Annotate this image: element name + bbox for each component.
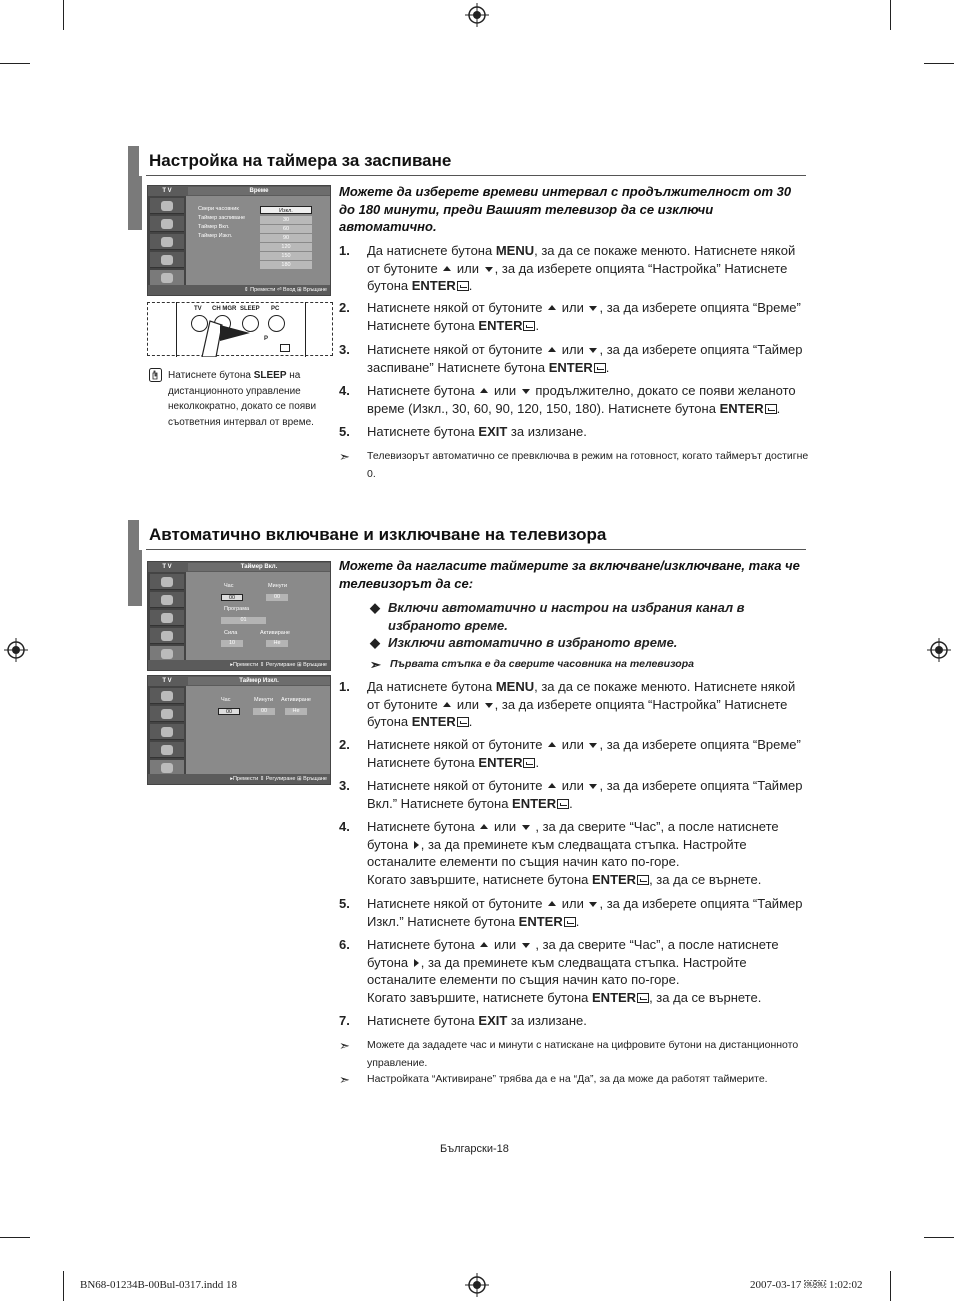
remote-label-pc: PC <box>271 306 280 312</box>
step-text: Натиснете бутона или , за да сверите “Час”, а после натиснете бутона , за да преминете към следващата стъпка. Настройте останалите елементи по същия начин като по-горе. Когато завършите, натиснете бутона ENTER , за да се върнете. <box>367 937 779 1005</box>
minute-field[interactable]: 00 <box>266 594 288 601</box>
arrow-icon: ➣ <box>339 1072 350 1087</box>
step-number: 7. <box>339 1013 350 1028</box>
step-item <box>339 678 809 731</box>
bullet-item: ◆ Включи автоматично и настрои на избрания канал в избраното време. <box>370 600 745 633</box>
tv-menu-timer-on <box>147 561 331 671</box>
registration-mark-icon <box>4 638 28 662</box>
menu-row: Таймер Вкл. <box>198 224 230 230</box>
step-item <box>339 341 809 376</box>
remote-illustration <box>147 302 333 356</box>
activate-field[interactable]: Не <box>285 708 307 715</box>
note: ➣ Можете да зададете час и минути с натискане на цифровите бутони на дистанционното управление. <box>339 1038 799 1069</box>
section-title: Автоматично включване и изключване на телевизора <box>149 525 607 544</box>
menu-footer: ⇕ Премести ⏎ Вход ⊞ Връщане <box>148 285 330 295</box>
step-text: Натиснете бутона или , за да сверите “Час”, а после натиснете бутона , за да преминете към следващата стъпка. Настройте останалите елементи по същия начин като по-горе. Когато завършите, натиснете бутона ENTER , за да се върнете. <box>367 819 779 887</box>
tv-label: T V <box>162 678 172 684</box>
step-item <box>339 1012 809 1030</box>
setup-icon <box>150 628 184 644</box>
section-bar-gap <box>139 520 142 550</box>
sleep-option[interactable]: 120 <box>260 243 312 251</box>
activate-field[interactable]: Не <box>266 640 288 647</box>
menu-row: Таймер Изкл. <box>198 233 233 239</box>
section-intro: Можете да нагласите таймерите за включване/изключване, така че телевизорът да се: <box>339 558 800 591</box>
sound-icon <box>150 592 184 608</box>
remote-label-p: P <box>264 336 269 342</box>
registration-mark-icon <box>465 3 489 27</box>
registration-mark-icon <box>465 1273 489 1297</box>
remote-label-sleep: SLEEP <box>240 306 260 312</box>
footer-file: BN68-01234B-00Bul-0317.indd 18 <box>80 1279 238 1291</box>
step-item <box>339 736 809 771</box>
step-text: Натиснете някой от бутоните или , за да изберете опцията “Таймер заспиване” Натиснете бутона ENTER . <box>367 342 803 375</box>
volume-label: Сила <box>224 630 238 636</box>
sleep-option[interactable]: 60 <box>260 225 312 233</box>
remote-label-tv: TV <box>194 306 202 312</box>
tv-menu-timer-off <box>147 675 331 785</box>
crop-mark <box>890 1271 891 1301</box>
step-text: Натиснете бутона EXIT за излизане. <box>367 424 587 439</box>
picture-icon <box>150 688 184 704</box>
menu-footer: ▸Премести ⇕ Регулиране ⊞ Връщане <box>148 774 330 784</box>
bullet-note: ➣ Първата стъпка е да сверите часовника на телевизора <box>370 657 694 672</box>
activate-label: Активиране <box>281 697 311 703</box>
hour-field[interactable]: 00 <box>221 594 243 601</box>
arrow-icon: ➣ <box>339 1038 350 1053</box>
picture-icon <box>150 574 184 590</box>
step-item <box>339 936 809 1006</box>
step-text: Натиснете някой от бутоните или , за да изберете опцията “Време” Натиснете бутона ENTER . <box>367 737 801 770</box>
note-hand-icon <box>149 368 162 382</box>
volume-field[interactable]: 10 <box>221 640 243 647</box>
diamond-icon: ◆ <box>370 635 380 650</box>
sleep-option[interactable]: 30 <box>260 216 312 224</box>
hour-field[interactable]: 00 <box>218 708 240 715</box>
minute-field[interactable]: 00 <box>253 708 275 715</box>
section-title: Настройка на таймера за заспиване <box>149 151 452 170</box>
setup-icon <box>150 252 184 268</box>
pc-button[interactable] <box>268 315 285 332</box>
diamond-icon: ◆ <box>370 600 380 615</box>
crop-mark <box>0 1237 30 1238</box>
section-rule <box>146 549 806 550</box>
section-bar-gap <box>139 146 142 176</box>
step-text: Натиснете бутона EXIT за излизане. <box>367 1013 587 1028</box>
channel-icon <box>150 724 184 740</box>
tv-label: T V <box>162 188 172 194</box>
step-number: 4. <box>339 383 350 398</box>
step-text: Натиснете някой от бутоните или , за да изберете опцията “Време” Натиснете бутона ENTER . <box>367 300 801 333</box>
step-item <box>339 895 809 930</box>
step-text: Натиснете някой от бутоните или , за да изберете опцията “Таймер Вкл.” Натиснете бутона ENTER . <box>367 778 803 811</box>
step-item <box>339 423 809 441</box>
menu-row: Таймер заспиване <box>198 215 246 221</box>
minute-label: Минути <box>254 697 274 703</box>
crop-mark <box>924 63 954 64</box>
sleep-tip: Натиснете бутона SLEEP на дистанционното управление неколкократно, докато се появи съответния интервал от време. <box>168 370 317 428</box>
step-number: 2. <box>339 737 350 752</box>
sleep-option[interactable]: 150 <box>260 252 312 260</box>
step-number: 2. <box>339 300 350 315</box>
hour-label: Час <box>221 697 231 703</box>
setup-icon <box>150 742 184 758</box>
enter-key-icon <box>280 344 290 352</box>
menu-title: Таймер Изкл. <box>188 677 330 685</box>
step-number: 5. <box>339 424 350 439</box>
step-number: 1. <box>339 243 350 258</box>
sleep-option[interactable]: 90 <box>260 234 312 242</box>
crop-mark <box>890 0 891 30</box>
tv-label: T V <box>162 564 172 570</box>
activate-label: Активиране <box>260 630 290 636</box>
menu-title: Таймер Вкл. <box>188 563 330 571</box>
picture-icon <box>150 198 184 214</box>
step-number: 3. <box>339 342 350 357</box>
sound-icon <box>150 706 184 722</box>
menu-title: Време <box>188 187 330 195</box>
crop-mark <box>924 1237 954 1238</box>
step-item <box>339 299 809 334</box>
sleep-selected-value[interactable]: Изкл. <box>260 206 312 214</box>
step-number: 1. <box>339 679 350 694</box>
menu-footer: ▸Премести ⇕ Регулиране ⊞ Връщане <box>148 660 330 670</box>
registration-mark-icon <box>927 638 951 662</box>
step-number: 6. <box>339 937 350 952</box>
minute-label: Минути <box>268 583 288 589</box>
footer-date: 2007-03-17 ￼￼ 1:02:02 <box>750 1279 863 1291</box>
step-item <box>339 777 809 812</box>
step-number: 5. <box>339 896 350 911</box>
bullet-item: ◆ Изключи автоматично в избраното време. <box>370 635 678 650</box>
step-text: Да натиснете бутона MENU, за да се покаже менюто. Натиснете някой от бутоните или , за да изберете опцията “Настройка” Натиснете бутона ENTER . <box>367 243 796 293</box>
crop-mark <box>0 63 30 64</box>
program-label: Програма <box>224 606 250 612</box>
section-rule <box>146 175 806 176</box>
crop-mark <box>63 0 64 30</box>
sound-icon <box>150 216 184 232</box>
step-number: 3. <box>339 778 350 793</box>
remote-label-chmgr: CH MGR <box>212 306 237 312</box>
step-number: 4. <box>339 819 350 834</box>
step-text: Натиснете бутона или продължително, докато се появи желаното време (Изкл., 30, 60, 90, 120, 150, 180). Натиснете бутона ENTER . <box>367 383 796 416</box>
hour-label: Час <box>224 583 234 589</box>
crop-mark <box>63 1271 64 1301</box>
step-text: Да натиснете бутона MENU, за да се покаже менюто. Натиснете някой от бутоните или , за да изберете опцията “Настройка” Натиснете бутона ENTER . <box>367 679 796 729</box>
step-text: Натиснете някой от бутоните или , за да изберете опцията “Таймер Изкл.” Натиснете бутона ENTER . <box>367 896 803 929</box>
tv-menu-time <box>147 185 331 296</box>
step-item <box>339 818 809 888</box>
note: ➣ Телевизорът автоматично се превключва в режим на готовност, когато таймерът достигне 0. <box>339 449 809 480</box>
step-item <box>339 382 809 417</box>
program-field[interactable]: 01 <box>221 617 266 624</box>
page-number: Български-18 <box>440 1143 509 1155</box>
arrow-icon: ➣ <box>370 657 381 672</box>
step-item <box>339 242 809 295</box>
section-intro: Можете да изберете времеви интервал с продължителност от 30 до 180 минути, преди Вашият телевизор да се изключи автоматично. <box>339 184 792 234</box>
arrow-icon: ➣ <box>339 449 350 464</box>
channel-icon <box>150 234 184 250</box>
channel-icon <box>150 610 184 626</box>
note: ➣ Настройката “Активиране” трябва да е на “Да”, за да може да работят таймерите. <box>339 1072 768 1087</box>
menu-row: Свери часовник <box>198 206 239 212</box>
pointing-hand-icon <box>198 311 258 357</box>
sleep-option[interactable]: 180 <box>260 261 312 269</box>
input-icon <box>150 270 184 286</box>
